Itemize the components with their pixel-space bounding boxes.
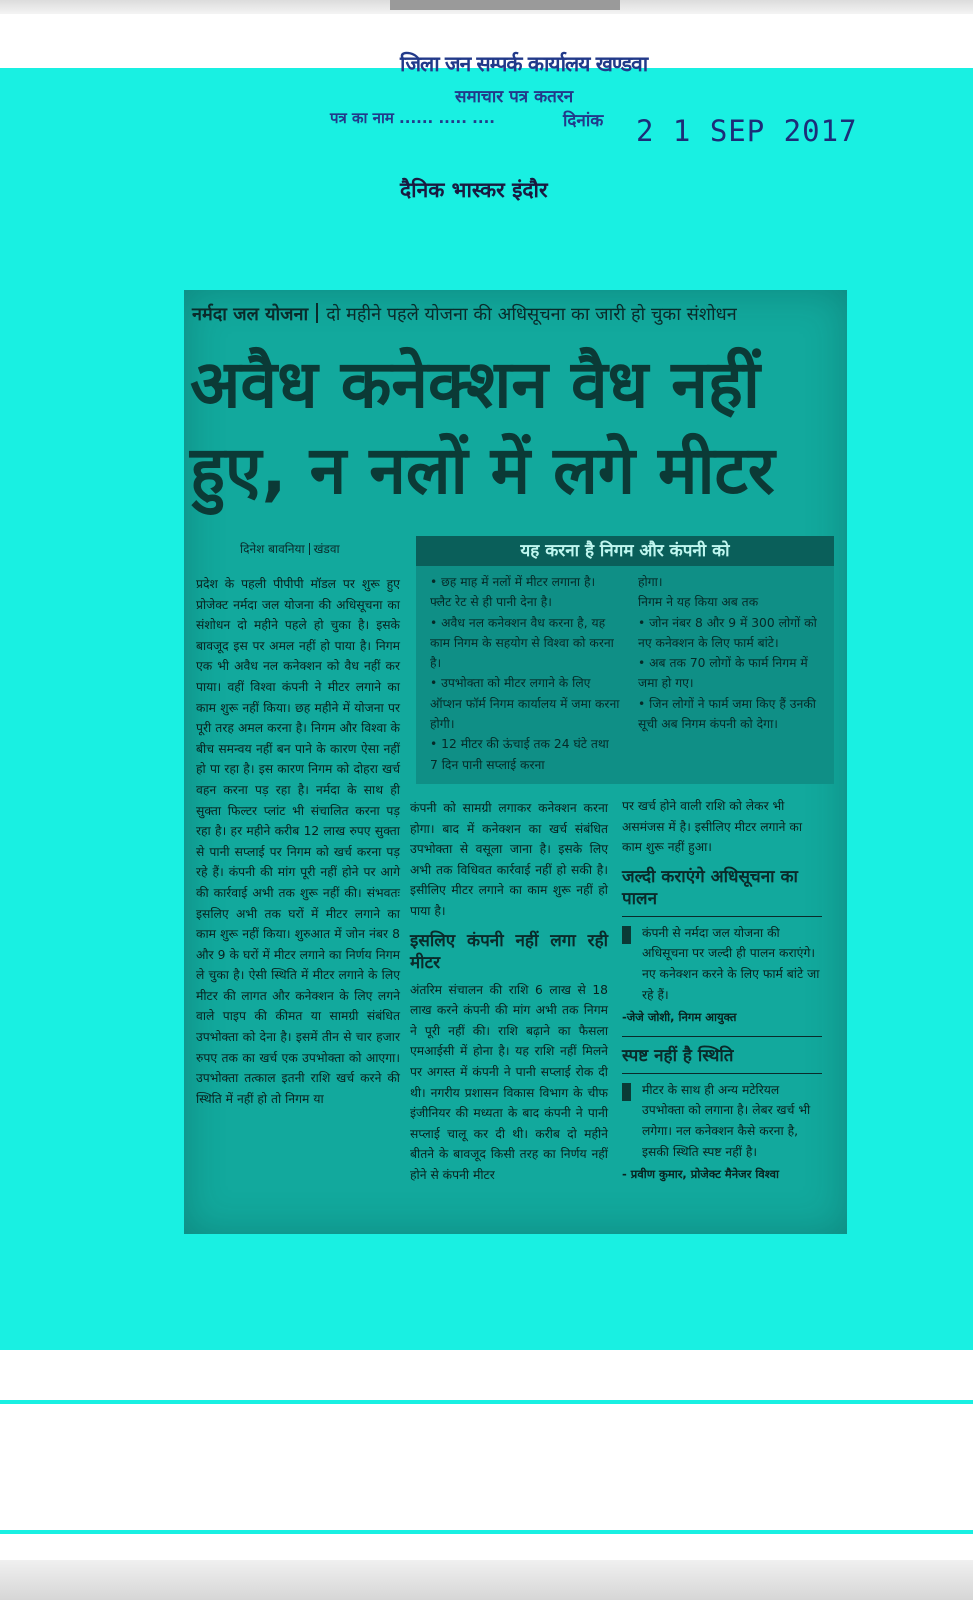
article-paragraph: प्रदेश के पहली पीपीपी मॉडल पर शुरू हुए प्रोजेक्ट नर्मदा जल योजना की अधिसूचना का संशोधन दो महीने पहले हो चुका है। इसके बावजूद इस पर अमल नहीं हो पाया है। निगम एक भी अवैध नल कनेक्शन को वैध नहीं कर पाया। वहीं विश्वा कंपनी ने मीटर लगाने का काम शुरू नहीं किया। छह महीने में योजना पर पूरी तरह अमल करना है। निगम और विश्वा के बीच समन्वय नहीं बन पाने के कारण ऐसा नहीं हो पा रहा है। इस कारण निगम को दोहरा खर्च वहन करना पड़ रहा है। नर्मदा के साथ ही सुक्ता फिल्टर प्लांट भी संचालित करना पड़ रहा है। हर महीने करीब 12 लाख रुपए सुक्ता से पानी सप्लाई पर निगम को खर्च करना पड़ रहे हैं। कंपनी की मांग पूरी नहीं होने पर आगे की कार्रवाई अभी तक शुरू नहीं की। संभवतः इसलिए अभी तक घरों में मीटर लगाने का काम शुरू नहीं किया। शुरुआत में जोन नंबर 8 और 9 के घरों में मीटर लगाने का निर्णय निगम ले चुका है। ऐसी स्थिति में मीटर लगाने के लिए मीटर की लागत और कनेक्शन के लिए लगने वाले पाइप की कीमत या सामग्री संबंधित उपभोक्ता को देना है। इसमें तीन से चार हजार रुपए तक का खर्च एक उपभोक्ता को आएगा। उपभोक्ता तत्काल इतनी राशि खर्च करने की स्थिति में नहीं हो तो निगम या <box>196 577 400 1106</box>
stamp-clipping-title: समाचार पत्र कतरन <box>455 87 574 107</box>
info-box-item: • 12 मीटर की ऊंचाई तक 24 घंटे तथा 7 दिन पानी सप्लाई करना <box>430 737 609 772</box>
info-box-item: • छह माह में नलों में मीटर लगाना है। फ्लैट रेट से ही पानी देना है। <box>430 575 596 610</box>
article-subhead: इसलिए कंपनी नहीं लगा रही मीटर <box>410 930 608 973</box>
kicker-topic: नर्मदा जल योजना <box>192 304 309 325</box>
article-column-1 <box>196 574 400 1109</box>
article-paragraph: कंपनी को सामग्री लगाकर कनेक्शन करना होगा। बाद में कनेक्शन का खर्च संबंधित उपभोक्ता से वसूला जाना है। इसके लिए अभी तक विधिवत कार्रवाई नहीं हो सकी है। इसीलिए मीटर लगाने का काम शुरू नहीं हो पाया है। <box>410 801 608 918</box>
stamp-office: जिला जन सम्पर्क कार्यालय खण्डवा <box>400 52 648 76</box>
article-paragraph: अंतरिम संचालन की राशि 6 लाख से 18 लाख करने कंपनी की मांग अभी तक निगम ने पूरी नहीं की। राशि बढ़ाने का फैसला एमआईसी में होना है। यह राशि नहीं मिलने पर अगस्त में कंपनी ने पानी सप्लाई रोक दी थी। नगरीय प्रशासन विकास विभाग के चीफ इंजीनियर की मध्यता के बाद कंपनी ने पानी सप्लाई चालू कर दी थी। करीब दो महीने बीतने के बावजूद किसी तरह का निर्णय नहीं होने से कंपनी मीटर <box>410 982 608 1182</box>
newspaper-clipping <box>184 290 847 1234</box>
column-rule <box>622 1073 822 1074</box>
quote-marker-icon <box>622 926 631 944</box>
info-box <box>416 536 834 784</box>
official-quote <box>622 923 822 1005</box>
info-box-item: होगा। <box>638 575 663 589</box>
article-kicker <box>192 302 737 326</box>
article-byline <box>240 540 340 557</box>
article-subhead: जल्दी कराएंगे अधिसूचना का पालन <box>622 866 798 909</box>
quote-credit: - प्रवीण कुमार, प्रोजेक्ट मैनेजर विश्वा <box>622 1167 780 1182</box>
article-paragraph: पर खर्च होने वाली राशि को लेकर भी असमंजस में है। इसीलिए मीटर लगाने का काम शुरू नहीं हुआ। <box>622 799 803 855</box>
column-rule <box>622 916 822 917</box>
scan-cyan-line <box>0 1340 973 1350</box>
info-box-item: • अवैध नल कनेक्शन वैध करना है, यह काम निगम के सहयोग से विश्वा को करना है। <box>430 615 614 671</box>
stamp-paper-label: पत्र का नाम ...... ..... .... <box>330 109 495 127</box>
quote-text: कंपनी से नर्मदा जल योजना की अधिसूचना पर जल्दी ही पालन कराएंगे। नए कनेक्शन करने के लिए फार्म बांटे जा रहे हैं। <box>642 925 820 1002</box>
info-box-left <box>430 572 620 775</box>
info-box-right <box>638 572 828 734</box>
info-box-item: • अब तक 70 लोगों के फार्म निगम में जमा हो गए। <box>638 656 808 691</box>
article-headline: अवैध कनेक्शन वैध नहीं हुए, न नलों में लगे मीटर <box>190 346 775 509</box>
info-box-item: • जोन नंबर 8 और 9 में 300 लोगों को नए कनेक्शन के लिए फार्म बांटे। <box>638 615 817 650</box>
article-column-3 <box>622 796 822 1193</box>
column-rule <box>622 1036 822 1037</box>
article-subhead: स्पष्ट नहीं है स्थिति <box>622 1045 734 1066</box>
info-box-item: • उपभोक्ता को मीटर लगाने के लिए ऑप्शन फॉर्म निगम कार्यालय में जमा करना होगी। <box>430 676 620 732</box>
kicker-divider <box>316 303 318 323</box>
scan-top-shadow <box>390 0 620 10</box>
scan-bottom-edge <box>0 1560 973 1600</box>
scan-cyan-line <box>0 1530 973 1534</box>
byline-place: खंडवा <box>313 542 340 556</box>
newspaper-name: दैनिक भास्कर इंदौर <box>400 178 548 202</box>
info-box-subhead: निगम ने यह किया अब तक <box>638 595 759 610</box>
stamp-date-label: दिनांक <box>563 111 604 131</box>
info-box-item: • जिन लोगों ने फार्म जमा किए हैं उनकी सूची अब निगम कंपनी को देगा। <box>638 696 816 732</box>
stamp-date: 2 1 SEP 2017 <box>636 114 858 148</box>
kicker-subtitle: दो महीने पहले योजना की अधिसूचना का जारी हो चुका संशोधन <box>326 304 737 325</box>
article-column-2 <box>410 798 608 1186</box>
info-box-title: यह करना है निगम और कंपनी को <box>416 536 834 566</box>
quote-text: मीटर के साथ ही अन्य मटेरियल उपभोक्ता को लगाना है। लेबर खर्च भी लगेगा। नल कनेक्शन कैसे करना है, इसकी स्थिति स्पष्ट नहीं है। <box>642 1082 811 1159</box>
quote-marker-icon <box>622 1083 631 1101</box>
official-quote <box>622 1080 822 1162</box>
scan-cyan-line <box>0 1400 973 1404</box>
byline-divider <box>309 543 310 555</box>
byline-name: दिनेश बावनिया <box>240 542 305 556</box>
quote-credit: -जेजे जोशी, निगम आयुक्त <box>622 1010 737 1025</box>
